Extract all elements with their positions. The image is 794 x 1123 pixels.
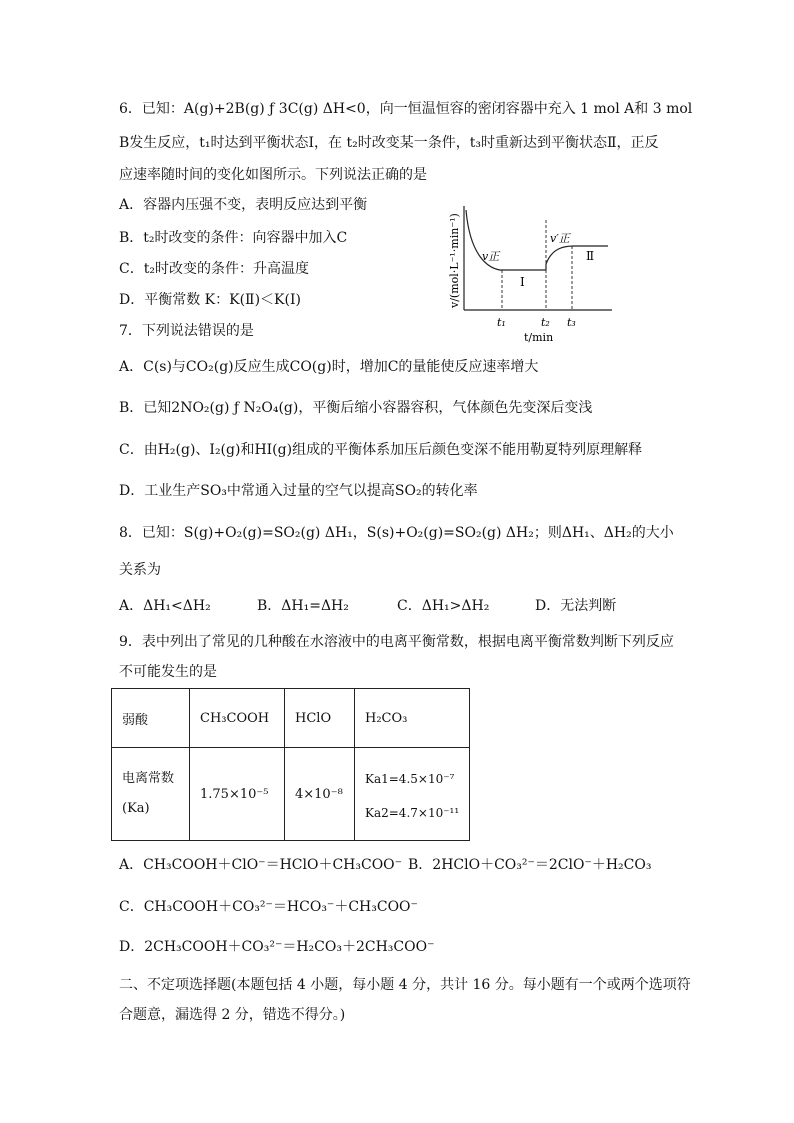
table-header-h2co3: H₂CO₃	[355, 689, 470, 748]
table-cell-ka2: Ka2=4.7×10⁻¹¹	[365, 806, 460, 820]
q6-option-c: C．t₂时改变的条件：升高温度	[119, 261, 309, 277]
section-2-heading-line1: 二、不定项选择题(本题包括 4 小题，每小题 4 分，共计 16 分。每小题有一个或两个选项符	[119, 977, 691, 993]
q9-stem-line1: 9．表中列出了常见的几种酸在水溶液中的电离平衡常数，根据电离平衡常数判断下列反应	[119, 634, 674, 650]
q9-option-a: A．CH₃COOH＋ClO⁻＝HClO＋CH₃COO⁻	[119, 857, 403, 873]
rate-curve-1	[466, 210, 546, 270]
rate-time-graph	[440, 196, 620, 346]
q6-option-b: B．t₂时改变的条件：向容器中加入C	[119, 230, 348, 246]
region-1-label: Ⅰ	[520, 275, 525, 289]
q7-stem: 7．下列说法错误的是	[119, 323, 254, 339]
acid-constant-table	[111, 688, 470, 841]
table-header-ch3cooh: CH₃COOH	[190, 689, 285, 748]
curve2-label: v′正	[550, 232, 570, 245]
q6-option-a: A．容器内压强不变，表明反应达到平衡	[119, 197, 368, 213]
tick-t1: t₁	[497, 316, 506, 329]
tick-t2: t₂	[541, 316, 550, 329]
q9-option-b: B．2HClO＋CO₃²⁻＝2ClO⁻＋H₂CO₃	[408, 857, 652, 873]
q8-option-d: D．无法判断	[535, 598, 617, 614]
table-row-label-line2: (Ka)	[122, 801, 150, 816]
table-header-hclo: HClO	[285, 689, 355, 748]
q7-option-c: C．由H₂(g)、I₂(g)和HI(g)组成的平衡体系加压后颜色变深不能用勒夏特列原理解释	[119, 442, 643, 458]
tick-t3: t₃	[567, 316, 576, 329]
section-2-heading-line2: 合题意，漏选得 2 分，错选不得分。)	[119, 1007, 346, 1023]
q8-stem-line1: 8．已知：S(g)+O₂(g)=SO₂(g) ΔH₁，S(s)+O₂(g)=SO₂(g) ΔH₂；则ΔH₁、ΔH₂的大小	[119, 525, 674, 541]
table-cell-ch3cooh-ka: 1.75×10⁻⁵	[190, 748, 285, 841]
table-row-label-line1: 电离常数	[122, 771, 175, 786]
table-header-acid: 弱酸	[112, 689, 190, 748]
y-axis-label: v/(mol·L⁻¹·min⁻¹)	[448, 213, 461, 308]
q8-stem-line2: 关系为	[119, 562, 161, 578]
q8-option-c: C．ΔH₁>ΔH₂	[397, 598, 490, 614]
q6-stem-line1: 6．已知：A(g)+2B(g) ƒ 3C(g) ΔH<0，向一恒温恒容的密闭容器中充入 1 mol A和 3 mol	[119, 101, 693, 117]
table-cell-h2co3-ka	[355, 748, 470, 841]
q7-option-a: A．C(s)与CO₂(g)反应生成CO(g)时，增加C的量能使反应速率增大	[119, 359, 539, 375]
q6-option-d: D．平衡常数 K：K(Ⅱ)＜K(Ⅰ)	[119, 292, 301, 308]
table-header-row	[112, 689, 470, 748]
table-cell-ka1: Ka1=4.5×10⁻⁷	[365, 772, 455, 786]
q8-option-b: B．ΔH₁=ΔH₂	[257, 598, 349, 614]
table-row	[112, 748, 470, 841]
rate-curve-2	[546, 246, 608, 270]
q8-option-a: A．ΔH₁<ΔH₂	[119, 598, 211, 614]
curve1-label: v正	[482, 250, 500, 263]
q9-option-d: D．2CH₃COOH＋CO₃²⁻＝H₂CO₃＋2CH₃COO⁻	[119, 939, 435, 955]
q9-stem-line2: 不可能发生的是	[119, 664, 217, 680]
q7-option-d: D．工业生产SO₃中常通入过量的空气以提高SO₂的转化率	[119, 483, 478, 499]
q7-option-b: B．已知2NO₂(g) ƒ N₂O₄(g)，平衡后缩小容器容积，气体颜色先变深后变浅	[119, 400, 593, 416]
x-axis-label: t/min	[524, 331, 554, 344]
q9-option-c: C．CH₃COOH＋CO₃²⁻＝HCO₃⁻＋CH₃COO⁻	[119, 899, 418, 915]
region-2-label: Ⅱ	[586, 249, 595, 263]
table-cell-hclo-ka: 4×10⁻⁸	[285, 748, 355, 841]
q6-stem-line2: B发生反应，t₁时达到平衡状态Ⅰ，在 t₂时改变某一条件，t₃时重新达到平衡状态Ⅱ，正反	[119, 135, 659, 151]
q6-stem-line3: 应速率随时间的变化如图所示。下列说法正确的是	[119, 167, 427, 183]
table-row-label	[112, 748, 190, 841]
